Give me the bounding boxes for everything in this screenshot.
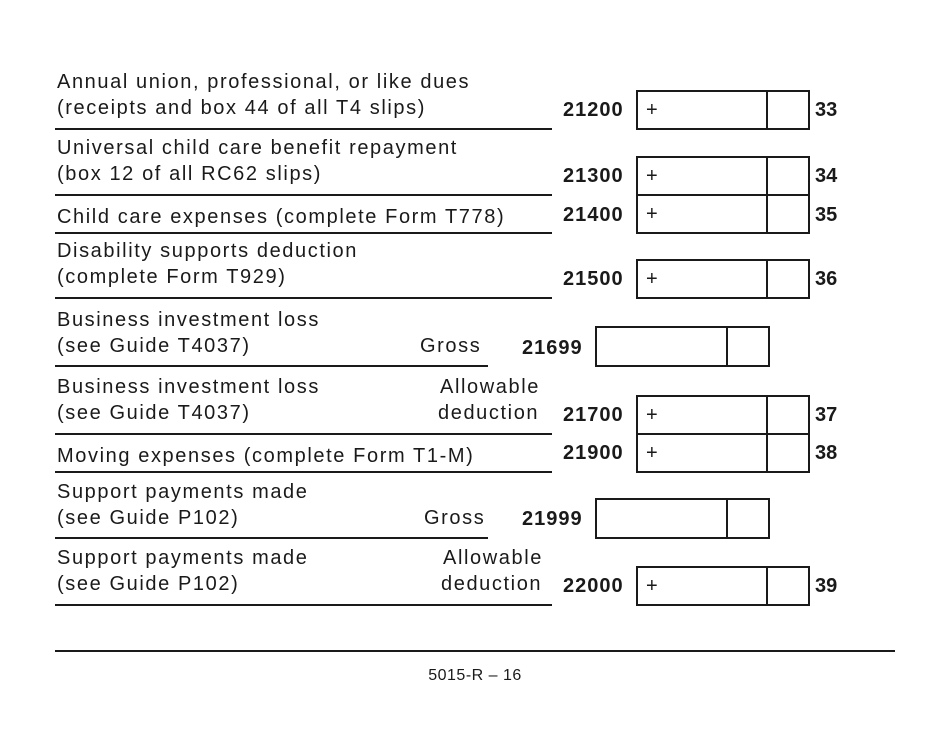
line-22000-code: 22000 [563,575,624,597]
line-21699-qualifier: Gross [420,335,482,357]
plus-sign: + [646,404,658,426]
line-21700-qualifier-2: deduction [438,402,540,424]
cents-divider [766,261,768,297]
line-21900-line-number: 38 [815,442,838,464]
line-21200-line-number: 33 [815,99,838,121]
line-21999-qualifier: Gross [424,507,486,529]
line-22000-label-2: (see Guide P102) [57,573,240,595]
line-21400-amount-field[interactable] [636,194,810,234]
line-21400-code: 21400 [563,204,624,226]
plus-sign: + [646,268,658,290]
cents-divider [766,568,768,604]
cents-divider [766,397,768,433]
line-21999-label-2: (see Guide P102) [57,507,240,529]
line-21500-line-number: 36 [815,268,838,290]
line-21400-line-number: 35 [815,204,838,226]
plus-sign: + [646,442,658,464]
line-21900-label: Moving expenses (complete Form T1-M) [57,445,475,467]
line-21400-label: Child care expenses (complete Form T778) [57,206,506,228]
line-21699-code: 21699 [522,337,583,359]
cents-divider [766,435,768,471]
line-22000-qualifier-2: deduction [441,573,543,595]
line-21700-label-2: (see Guide T4037) [57,402,251,424]
line-21900-rule [55,471,552,473]
line-21699-label-1: Business investment loss [57,309,320,331]
cents-divider [726,500,728,537]
cents-divider [766,158,768,194]
line-21700-code: 21700 [563,404,624,426]
line-21699-label-2: (see Guide T4037) [57,335,251,357]
footer-rule [55,650,895,652]
line-22000-line-number: 39 [815,575,838,597]
line-21700-line-number: 37 [815,404,838,426]
line-21999-code: 21999 [522,508,583,530]
line-21200-label-1: Annual union, professional, or like dues [57,71,471,93]
line-21699-amount-field[interactable] [595,326,770,367]
line-21999-amount-field[interactable] [595,498,770,539]
line-21300-line-number: 34 [815,165,838,187]
line-22000-qualifier-1: Allowable [443,547,544,569]
line-22000-rule [55,604,552,606]
line-21300-label-2: (box 12 of all RC62 slips) [57,163,323,185]
line-21700-label-1: Business investment loss [57,376,320,398]
line-21400-rule [55,232,552,234]
line-21200-code: 21200 [563,99,624,121]
line-22000-label-1: Support payments made [57,547,309,569]
line-21500-label-1: Disability supports deduction [57,240,358,262]
line-21500-label-2: (complete Form T929) [57,266,287,288]
line-21500-code: 21500 [563,268,624,290]
plus-sign: + [646,99,658,121]
plus-sign: + [646,575,658,597]
line-21200-amount-field[interactable] [636,90,810,130]
line-21500-amount-field[interactable] [636,259,810,299]
cents-divider [766,92,768,128]
line-21999-label-1: Support payments made [57,481,309,503]
plus-sign: + [646,203,658,225]
line-21500-rule [55,297,552,299]
line-21200-label-2: (receipts and box 44 of all T4 slips) [57,97,426,119]
line-21300-amount-field[interactable] [636,156,810,196]
line-21699-rule [55,365,488,367]
line-21999-rule [55,537,488,539]
line-21700-amount-field[interactable] [636,395,810,435]
line-21300-label-1: Universal child care benefit repayment [57,137,458,159]
line-21700-qualifier-1: Allowable [440,376,541,398]
cents-divider [726,328,728,365]
line-21300-code: 21300 [563,165,624,187]
line-21300-rule [55,194,552,196]
line-21200-rule [55,128,552,130]
page-reference: 5015-R – 16 [428,667,522,684]
line-22000-amount-field[interactable] [636,566,810,606]
cents-divider [766,196,768,232]
line-21900-amount-field[interactable] [636,433,810,473]
plus-sign: + [646,165,658,187]
line-21900-code: 21900 [563,442,624,464]
line-21700-rule [55,433,552,435]
